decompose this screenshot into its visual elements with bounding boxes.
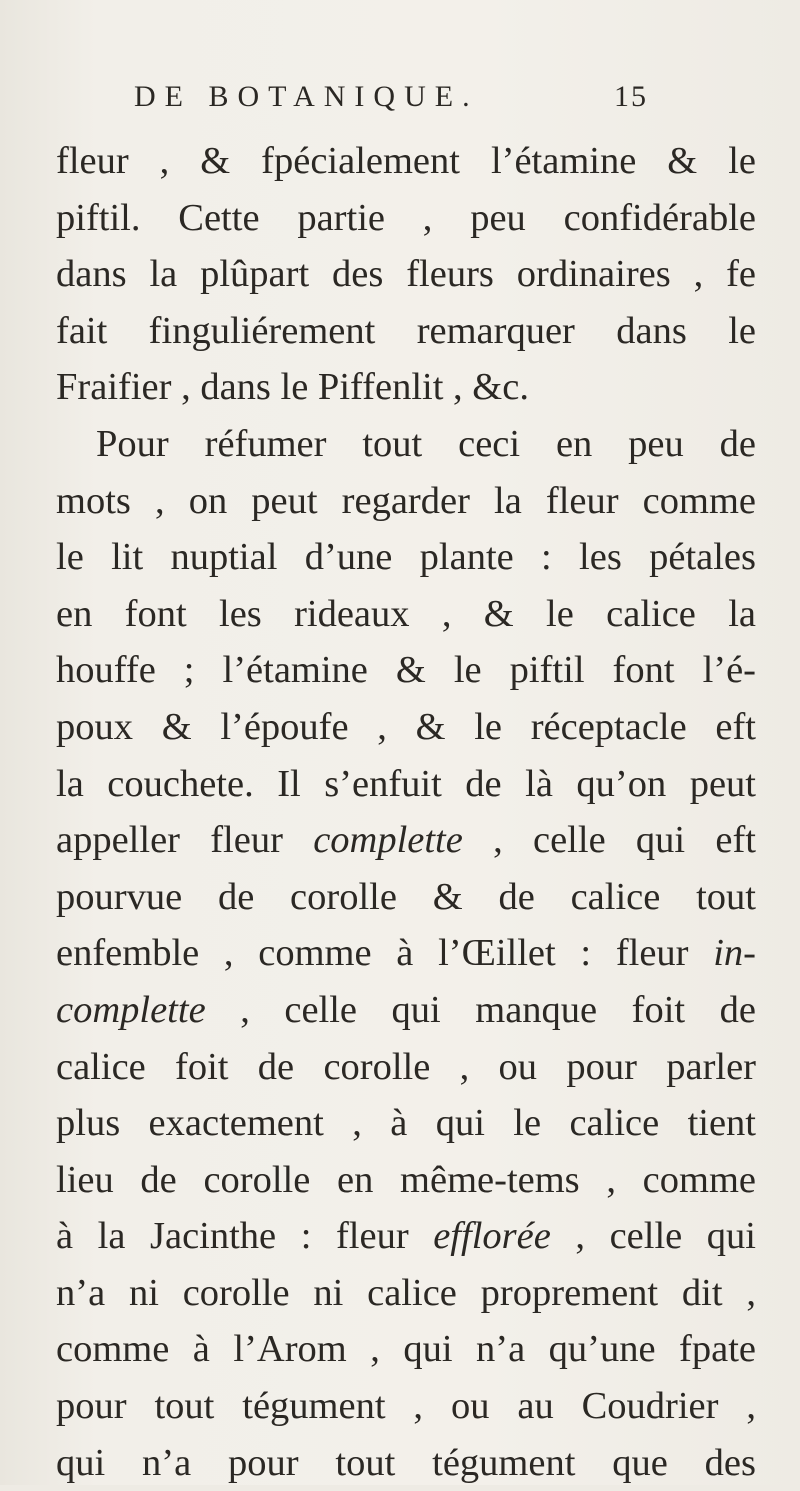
text-line-italic-mixed	[56, 982, 756, 1039]
page-header	[128, 72, 648, 124]
text-segment: appeller fleur	[56, 819, 314, 862]
text-segment: , celle qui manque foit de	[205, 988, 756, 1031]
text-line: Fraifier , dans le Piffenlit , &c.	[56, 366, 529, 409]
text-line-italic-mixed	[56, 1208, 756, 1265]
text-line: n’a ni corolle ni calice proprement dit ,	[56, 1271, 756, 1314]
text-line: plus exactement , à qui le calice tient	[56, 1102, 756, 1145]
body-text	[56, 133, 756, 1491]
text-line: dans la plûpart des fleurs ordinaires , fe	[56, 253, 756, 296]
italic-term: complette	[56, 988, 206, 1031]
text-line: poux & l’époufe , & le réceptacle eft	[56, 705, 756, 748]
text-line-italic-mixed	[56, 812, 756, 869]
text-line: lieu de corolle en même-tems , comme	[56, 1158, 756, 1201]
text-line: houffe ; l’étamine & le piftil font l’é-	[56, 649, 756, 692]
text-segment: , celle qui eft	[462, 819, 756, 862]
text-line: mots , on peut regarder la fleur comme	[56, 479, 756, 522]
text-line: piftil. Cette partie , peu confidérable	[56, 196, 756, 239]
text-line: le lit nuptial d’une plante : les pétales	[56, 536, 756, 579]
running-title: DE BOTANIQUE.	[134, 80, 479, 113]
text-line: qui n’a pour tout tégument que des	[56, 1441, 756, 1484]
page-number: 15	[614, 80, 648, 113]
text-line: calice foit de corolle , ou pour parler	[56, 1045, 756, 1088]
text-line: fleur , & fpécialement l’étamine & le	[56, 140, 756, 182]
text-line: comme à l’Arom , qui n’a qu’une fpate	[56, 1328, 756, 1371]
text-line: en font les rideaux , & le calice la	[56, 592, 756, 635]
text-segment: , celle qui	[550, 1215, 756, 1258]
text-line: pour tout tégument , ou au Coudrier ,	[56, 1385, 756, 1428]
text-line: fait finguliérement remarquer dans le	[56, 309, 756, 352]
italic-term: efflorée	[433, 1215, 551, 1258]
text-line: Pour réfumer tout ceci en peu de	[96, 422, 756, 465]
italic-term: complette	[313, 819, 463, 862]
text-line-italic-mixed	[56, 925, 756, 982]
text-line: pourvue de corolle & de calice tout	[56, 875, 756, 918]
text-segment: enfemble , comme à l’Œillet : fleur	[56, 932, 714, 975]
italic-term: in-	[713, 932, 756, 975]
text-line: la couchete. Il s’enfuit de là qu’on peut	[56, 762, 756, 805]
text-segment: à la Jacinthe : fleur	[56, 1215, 434, 1258]
